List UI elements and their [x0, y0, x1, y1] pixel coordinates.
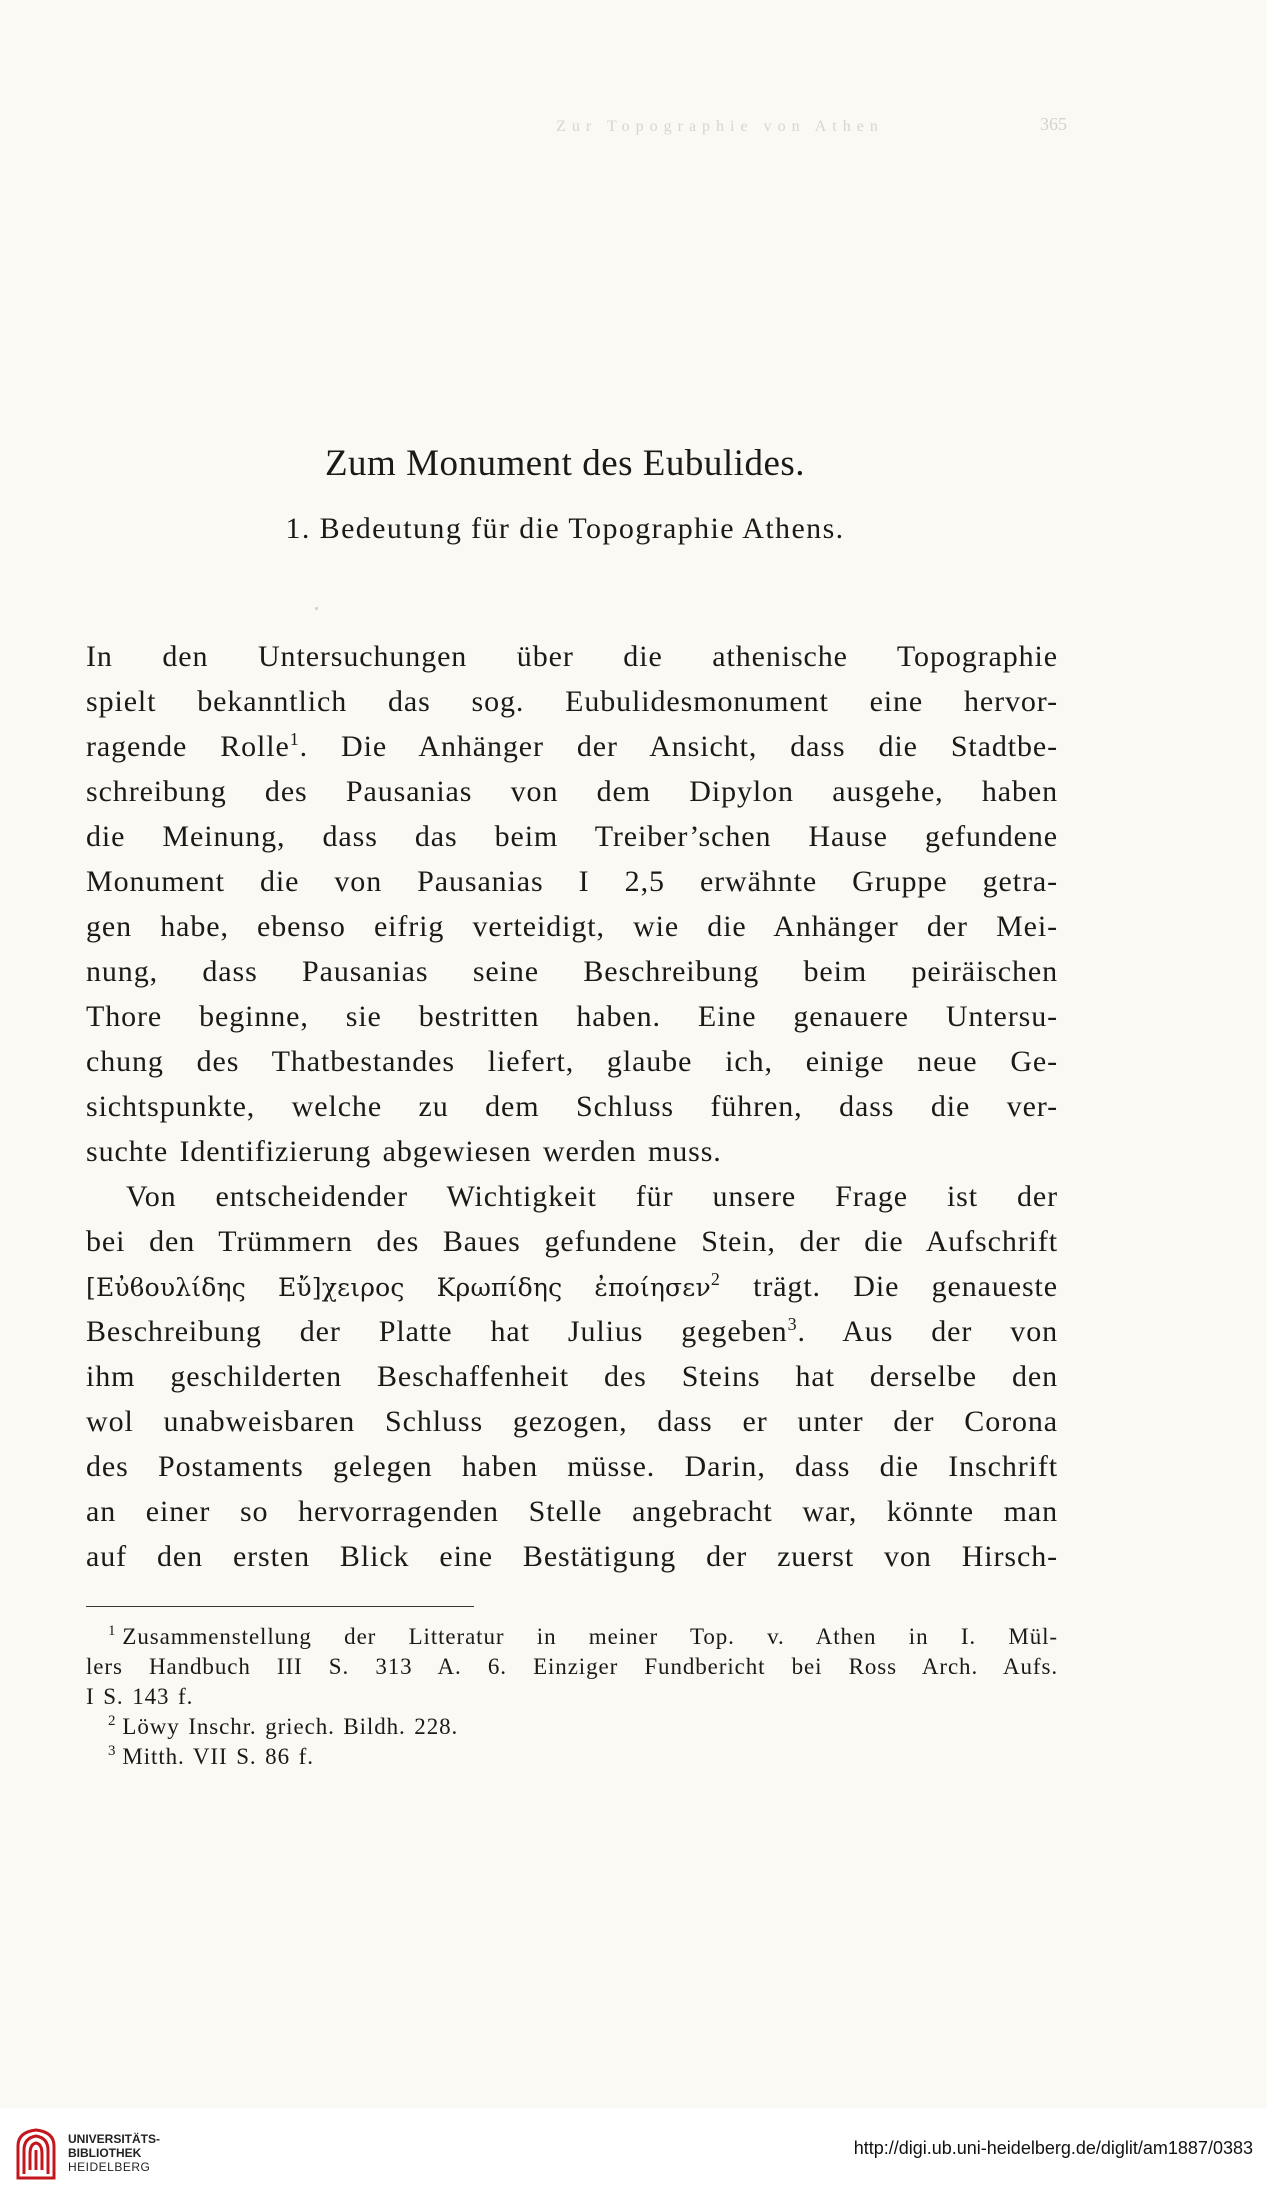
source-url-link[interactable]: http://digi.ub.uni-heidelberg.de/diglit/am1887/0383: [853, 2138, 1253, 2158]
footnotes: [86, 1622, 1058, 1772]
footnote-ref-1[interactable]: 1: [289, 729, 300, 749]
footnote-1-line: I S. 143 f.: [86, 1684, 194, 1709]
text-line: suchte Identifizierung abgewiesen werden muss.: [86, 1135, 722, 1168]
page-speck: [315, 607, 318, 610]
text-line: des Postaments gelegen haben müsse. Darin, dass die Inschrift: [86, 1450, 1058, 1483]
footnote-3-line: $^3$ Mitth. VII S. 86 f.: [108, 1743, 314, 1769]
article-title: Zum Monument des Eubulides.: [324, 443, 806, 484]
footnote-2-line: $^2$ Löwy Inschr. griech. Bildh. 228.: [108, 1713, 459, 1739]
text-line: sichtspunkte, welche zu dem Schluss führen, dass die ver-: [86, 1090, 1058, 1123]
footnote-mark: 2: [108, 1713, 117, 1730]
text-line: Monument die von Pausanias I 2,5 erwähnte Gruppe getra-: [86, 865, 1058, 898]
text-line: nung, dass Pausanias seine Beschreibung beim peiräischen: [86, 955, 1058, 988]
text-line: auf den ersten Blick eine Bestätigung der zuerst von Hirsch-: [86, 1540, 1058, 1573]
text-line: bei den Trümmern des Baues gefundene Stein, der die Aufschrift: [86, 1225, 1058, 1258]
text-line: wol unabweisbaren Schluss gezogen, dass er unter der Corona: [86, 1405, 1058, 1438]
footnote-divider: [86, 1606, 474, 1607]
page-number: 365: [1040, 114, 1067, 134]
text-line: ragende Rolle$^1$. Die Anhänger der Ansicht, dass die Stadtbe-: [86, 729, 1058, 763]
footnote-1-line: $^1$ Zusammenstellung der Litteratur in meiner Top. v. Athen in I. Mül-: [108, 1623, 1058, 1649]
footnote-mark: 3: [108, 1743, 117, 1760]
heidelberg-university-library-logo-icon[interactable]: [14, 2126, 58, 2182]
body-text: [86, 634, 1058, 1579]
text-line: gen habe, ebenso eifrig verteidigt, wie die Anhänger der Mei-: [86, 910, 1058, 943]
text-line: [Εὐϐουλίδης Εὔ]χειρος Κρωπίδης ἐποίησεν$^2$ trägt. Die genaueste: [86, 1269, 1058, 1303]
text-line: Von entscheidender Wichtigkeit für unsere Frage ist der: [126, 1180, 1058, 1213]
text-line: chung des Thatbestandes liefert, glaube ich, einige neue Ge-: [86, 1045, 1058, 1078]
paragraph: [86, 1174, 1058, 1579]
running-head: Zur Topographie von Athen: [556, 118, 884, 135]
text-line: die Meinung, dass das beim Treiber’schen Hause gefundene: [86, 820, 1058, 853]
text-line: Beschreibung der Platte hat Julius gegeben$^3$. Aus der von: [86, 1314, 1058, 1348]
footnote-ref-2[interactable]: 2: [710, 1269, 721, 1289]
text-line: Thore beginne, sie bestritten haben. Eine genauere Untersu-: [86, 1000, 1058, 1033]
greek-inscription: [Εὐϐουλίδης Εὔ]χειρος Κρωπίδης ἐποίησεν: [86, 1273, 711, 1302]
footnote-1-line: lers Handbuch III S. 313 A. 6. Einziger Fundbericht bei Ross Arch. Aufs.: [86, 1654, 1058, 1679]
text-line: spielt bekanntlich das sog. Eubulidesmonument eine hervor-: [86, 685, 1058, 718]
paragraph: [86, 634, 1058, 1174]
text-line: schreibung des Pausanias von dem Dipylon ausgehe, haben: [86, 775, 1058, 808]
library-name: UNIVERSITÄTS- BIBLIOTHEK HEIDELBERG: [68, 2132, 161, 2174]
text-line: In den Untersuchungen über die athenische Topographie: [86, 640, 1058, 673]
section-heading: 1. Bedeutung für die Topographie Athens.: [285, 512, 845, 545]
footnote-ref-3[interactable]: 3: [787, 1314, 798, 1334]
footnote-mark: 1: [108, 1623, 117, 1640]
text-line: ihm geschilderten Beschaffenheit des Steins hat derselbe den: [86, 1360, 1058, 1393]
text-line: an einer so hervorragenden Stelle angebracht war, könnte man: [86, 1495, 1058, 1528]
viewer-footer: [0, 2108, 1267, 2200]
